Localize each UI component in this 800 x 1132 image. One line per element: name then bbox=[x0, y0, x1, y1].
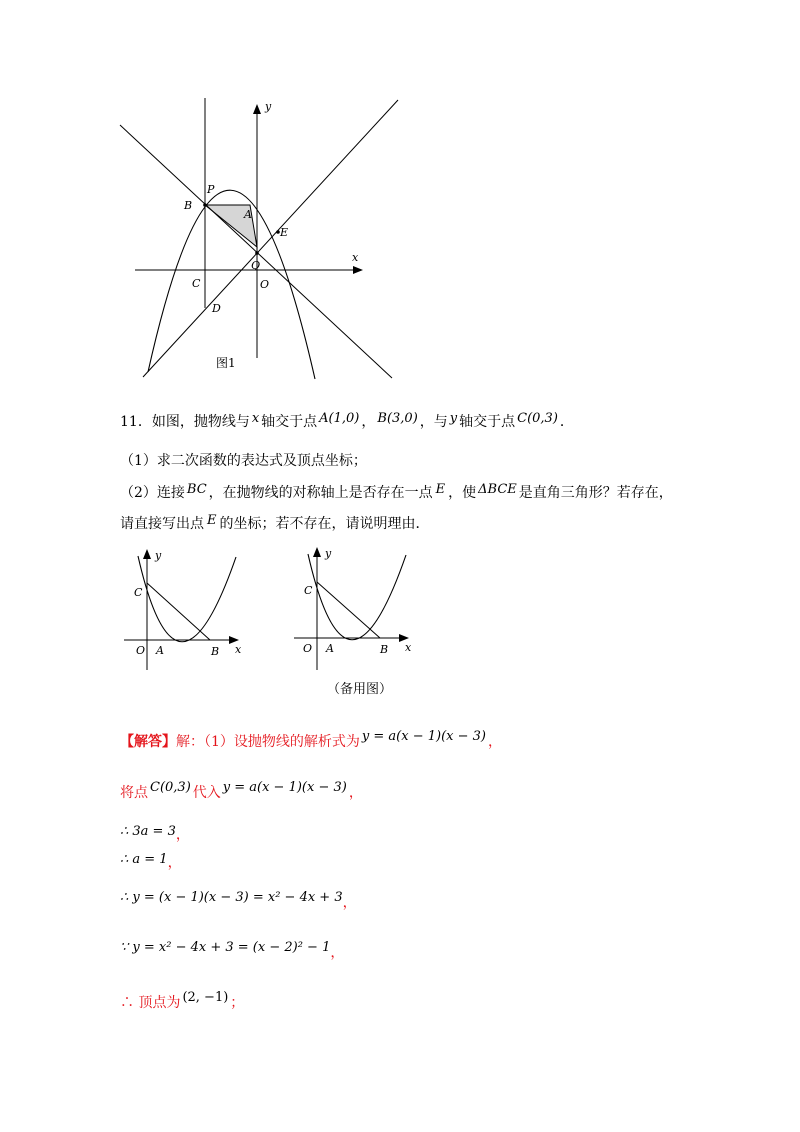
segment-bc bbox=[147, 583, 210, 640]
label-c: C bbox=[134, 586, 143, 599]
y-axis-arrow bbox=[313, 547, 321, 557]
part2-text-b: ，在抛物线的对称轴上是否存在一点 bbox=[208, 485, 433, 501]
graph-right bbox=[290, 545, 420, 675]
parabola bbox=[308, 554, 406, 640]
problem-part-2-line-2 bbox=[120, 515, 430, 534]
x-axis-arrow bbox=[353, 266, 363, 274]
solution-step-3 bbox=[120, 888, 357, 911]
part2-text-a: （2）连接 bbox=[120, 485, 185, 501]
label-y: y bbox=[265, 100, 272, 113]
solution-step-4 bbox=[120, 938, 345, 961]
comma: ， bbox=[330, 945, 345, 961]
comma: ， bbox=[342, 895, 357, 911]
step-4-eq: ∵ y = x² − 4x + 3 = (x − 2)² − 1 bbox=[120, 940, 331, 955]
label-y: y bbox=[325, 547, 332, 560]
label-p: P bbox=[207, 183, 215, 196]
problem-stem-2: 轴交于点 bbox=[261, 414, 318, 430]
point-a-coord: A(1,0) bbox=[319, 411, 360, 426]
label-x: x bbox=[405, 641, 412, 654]
part2-text-c: ，使 bbox=[448, 485, 477, 501]
label-o: O bbox=[303, 642, 313, 655]
point-b bbox=[203, 203, 207, 207]
substitute-equation: y = a(x − 1)(x − 3) bbox=[222, 780, 347, 795]
label-a: A bbox=[244, 208, 252, 221]
problem-stem: 如图，抛物线与 bbox=[151, 414, 250, 430]
problem-stem-end: ． bbox=[559, 414, 574, 430]
step-1-eq: ∴ 3a = 3 bbox=[120, 824, 176, 839]
problem-line-1 bbox=[120, 413, 574, 432]
problem-stem-3: ，与 bbox=[419, 414, 448, 430]
point-e-var: E bbox=[435, 482, 446, 497]
comma: ， bbox=[175, 827, 190, 843]
y-axis-arrow bbox=[253, 104, 261, 114]
label-c: C bbox=[192, 277, 201, 290]
label-x: x bbox=[235, 643, 242, 656]
label-x: x bbox=[352, 251, 359, 264]
comma: ， bbox=[167, 855, 182, 871]
solution-head: 【解答】 bbox=[120, 734, 176, 750]
step-3-eq: ∴ y = (x − 1)(x − 3) = x² − 4x + 3 bbox=[120, 890, 343, 905]
semicolon: ； bbox=[230, 995, 245, 1011]
label-a: A bbox=[156, 644, 164, 657]
point-c-sub: C(0,3) bbox=[150, 780, 191, 795]
solution-head-2: 解：（1）设抛物线的解析式为 bbox=[176, 734, 360, 750]
vertex-coord: (2, −1) bbox=[182, 990, 229, 1005]
label-b: B bbox=[184, 199, 193, 212]
substitute-text-b: 代入 bbox=[192, 785, 221, 801]
triangle-bce: ΔBCE bbox=[478, 482, 517, 497]
var-y: y bbox=[449, 411, 458, 426]
separator: ， bbox=[361, 414, 376, 430]
point-e-var-2: E bbox=[207, 513, 217, 528]
problem-part-1: （1）求二次函数的表达式及顶点坐标； bbox=[120, 453, 367, 469]
y-axis-arrow bbox=[143, 549, 151, 559]
solution-line-2 bbox=[120, 780, 363, 803]
comma: ， bbox=[487, 734, 502, 750]
problem-stem-4: 轴交于点 bbox=[459, 414, 516, 430]
graph-left bbox=[120, 545, 250, 675]
label-c: C bbox=[304, 584, 313, 597]
point-c-coord: C(0,3) bbox=[517, 411, 558, 426]
label-a: A bbox=[326, 642, 334, 655]
comma: ， bbox=[348, 785, 363, 801]
solution-step-2 bbox=[120, 850, 182, 869]
part2-line2-a: 请直接写出点 bbox=[120, 516, 204, 532]
solution-step-1 bbox=[120, 822, 190, 841]
substitute-text-a: 将点 bbox=[120, 785, 148, 801]
point-b-coord: B(3,0) bbox=[377, 411, 418, 426]
line-up bbox=[143, 100, 398, 377]
label-b: B bbox=[211, 645, 220, 658]
figure-1 bbox=[110, 90, 410, 380]
segment-bc: BC bbox=[186, 482, 207, 497]
label-o: O bbox=[136, 644, 146, 657]
solution-step-5 bbox=[120, 990, 245, 1013]
label-d: D bbox=[212, 302, 221, 315]
var-x: x bbox=[251, 411, 260, 426]
label-o: O bbox=[260, 278, 270, 291]
parabola bbox=[138, 556, 236, 642]
point-q bbox=[255, 251, 259, 255]
segment-bc bbox=[317, 582, 380, 638]
label-e: E bbox=[280, 226, 289, 239]
figure-caption: 图1 bbox=[216, 356, 236, 370]
label-b: B bbox=[380, 643, 389, 656]
backup-graph-caption: （备用图） bbox=[327, 682, 393, 697]
label-y: y bbox=[155, 549, 162, 562]
part2-text-d: 是直角三角形？若存在， bbox=[518, 485, 673, 501]
part2-line2-b: 的坐标；若不存在，请说明理由． bbox=[219, 516, 430, 532]
vertex-text: ∴ 顶点为 bbox=[120, 995, 181, 1011]
step-2-eq: ∴ a = 1 bbox=[120, 852, 168, 867]
problem-part-2 bbox=[120, 484, 673, 503]
problem-number: 11． bbox=[120, 414, 152, 430]
label-q: Q bbox=[251, 259, 261, 272]
general-form-equation: y = a(x − 1)(x − 3) bbox=[361, 729, 486, 744]
solution-line-1 bbox=[120, 729, 502, 752]
